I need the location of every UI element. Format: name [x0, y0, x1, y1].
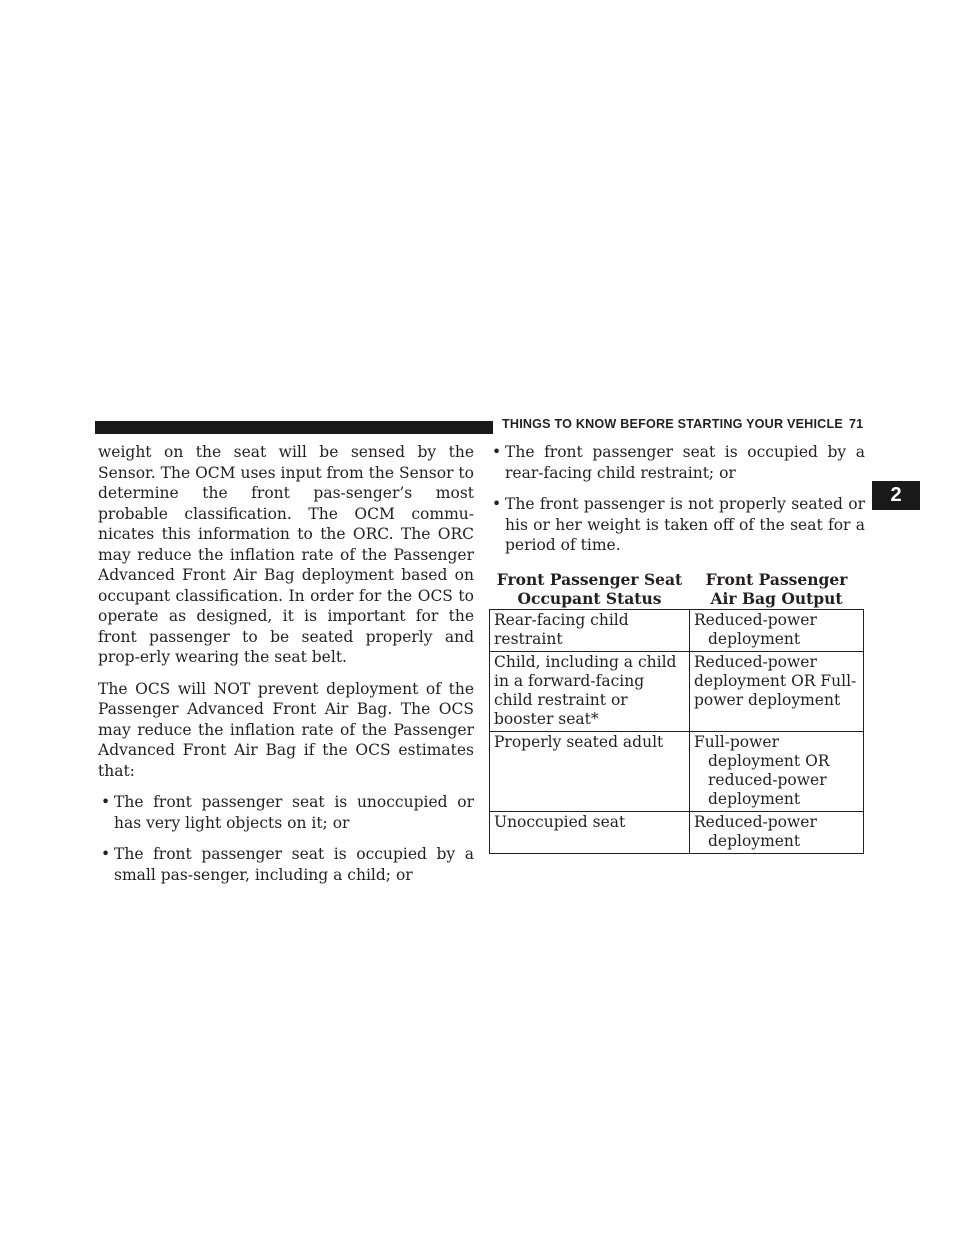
table-cell-text: Reduced-power deployment [694, 812, 817, 850]
table-cell [690, 731, 864, 811]
table-cell: Reduced-power deployment OR Full-power deployment [690, 651, 864, 731]
table-cell-text: Full-power deployment OR reduced-power deployment [694, 732, 830, 808]
table-header: Front Passenger Seat Occupant Status [496, 569, 683, 608]
body-paragraph: weight on the seat will be sensed by the Sensor. The OCM uses input from the Sensor to determine the front pas-senger’s most probable classification. The OCM commu-nicates this information to the ORC. The ORC may reduce the inflation rate of the Passenger Advanced Front Air Bag deployment based on occupant classification. In order for the OCS to operate as designed, it is important for the front passenger to be seated properly and prop-erly wearing the seat belt. [98, 443, 474, 666]
running-header [502, 417, 863, 431]
table-cell-text: Reduced-power deployment [694, 610, 817, 648]
list-item: • The front passenger seat is occupied by a rear-facing child restraint; or [489, 442, 865, 483]
condition-list [489, 442, 865, 556]
list-item: • The front passenger seat is occupied by a small pas-senger, including a child; or [98, 844, 474, 885]
table-cell: Properly seated adult [490, 731, 690, 811]
table-cell: Unoccupied seat [490, 811, 690, 853]
page-number: 71 [848, 417, 864, 431]
right-column [489, 442, 865, 854]
table-cell [690, 811, 864, 853]
table-row [490, 609, 864, 651]
table-cell [690, 609, 864, 651]
list-item: • The front passenger is not properly seated or his or her weight is taken off of the seat for a period of time. [489, 494, 865, 556]
header-title: THINGS TO KNOW BEFORE STARTING YOUR VEHICLE [502, 417, 843, 431]
chapter-tab: 2 [872, 481, 920, 510]
table-row [490, 731, 864, 811]
table-cell: Rear-facing child restraint [490, 609, 690, 651]
table-row [490, 651, 864, 731]
list-item: • The front passenger seat is unoccupied or has very light objects on it; or [98, 792, 474, 833]
header-rule [95, 421, 493, 434]
condition-list [98, 792, 474, 885]
table-header: Front Passenger Air Bag Output [705, 569, 848, 608]
body-paragraph: The OCS will NOT prevent deployment of the Passenger Advanced Front Air Bag. The OCS may reduce the inflation rate of the Passenger Advanced Front Air Bag if the OCS estimates that: [98, 679, 474, 780]
table-cell: Child, including a child in a forward-facing child restraint or booster seat* [490, 651, 690, 731]
table-header-row [490, 570, 864, 610]
table-row [490, 811, 864, 853]
airbag-output-table [489, 570, 864, 854]
left-column [98, 442, 474, 896]
